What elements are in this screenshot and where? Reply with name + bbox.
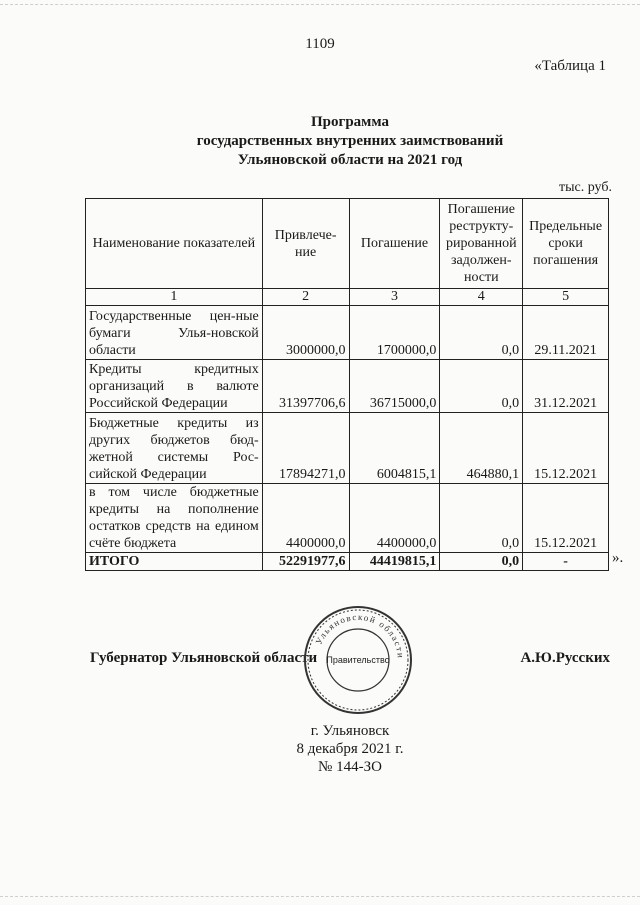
table-row	[86, 484, 609, 553]
governor-name: А.Ю.Русских	[520, 650, 610, 666]
page-number: 1109	[305, 36, 335, 52]
header-attraction: Привлече-ние	[262, 199, 349, 289]
title-line-1: Программа	[311, 114, 389, 130]
seal-center-text: Правительство	[326, 655, 390, 665]
borrowing-program-table	[85, 198, 609, 571]
title-line-2: государственных внутренних заимствований	[196, 133, 504, 149]
units-label: тыс. руб.	[559, 180, 612, 195]
column-number: 5	[523, 289, 609, 306]
official-seal-stamp	[302, 604, 414, 716]
row-name: в том числе бюджетные кредиты на пополнение остатков средств на едином счёте бюджета	[86, 484, 263, 553]
row-term: 31.12.2021	[523, 360, 609, 413]
column-number-row	[86, 289, 609, 306]
row-name: Государственные цен-ные бумаги Улья-новской области	[86, 306, 263, 360]
header-repayment: Погашение	[349, 199, 440, 289]
header-name: Наименование показателей	[86, 199, 263, 289]
total-repayment: 44419815,1	[349, 553, 440, 571]
row-attraction: 31397706,6	[262, 360, 349, 413]
governor-title: Губернатор Ульяновской области	[90, 650, 318, 666]
row-term: 29.11.2021	[523, 306, 609, 360]
row-name: Бюджетные кредиты из других бюджетов бюд-жетной системы Рос-сийской Федерации	[86, 413, 263, 484]
table-reference: «Таблица 1	[534, 58, 606, 74]
row-term: 15.12.2021	[523, 413, 609, 484]
row-repayment: 1700000,0	[349, 306, 440, 360]
footer-number: № 144-ЗО	[318, 759, 382, 775]
footer-city: г. Ульяновск	[310, 723, 390, 739]
row-restructured: 0,0	[440, 484, 523, 553]
scan-edge-top	[0, 4, 640, 5]
row-repayment: 6004815,1	[349, 413, 440, 484]
scan-edge-bottom	[0, 896, 640, 897]
row-name: Кредиты кредитных организаций в валюте Российской Федерации	[86, 360, 263, 413]
column-number: 4	[440, 289, 523, 306]
row-attraction: 4400000,0	[262, 484, 349, 553]
total-restructured: 0,0	[440, 553, 523, 571]
row-term: 15.12.2021	[523, 484, 609, 553]
row-repayment: 36715000,0	[349, 360, 440, 413]
column-number: 1	[86, 289, 263, 306]
row-restructured: 464880,1	[440, 413, 523, 484]
row-repayment: 4400000,0	[349, 484, 440, 553]
header-terms: Предельные сроки погашения	[523, 199, 609, 289]
table-row	[86, 413, 609, 484]
seal-ring-text: Ульяновской области	[313, 611, 407, 660]
total-label: ИТОГО	[86, 553, 263, 571]
total-row	[86, 553, 609, 571]
table-header-row	[86, 199, 609, 289]
table-row	[86, 360, 609, 413]
row-restructured: 0,0	[440, 306, 523, 360]
closing-quote: ».	[612, 550, 624, 566]
title-line-3: Ульяновской области на 2021 год	[237, 152, 463, 168]
row-attraction: 17894271,0	[262, 413, 349, 484]
header-restructured: Погашение реструкту-рированной задолжен-ности	[440, 199, 523, 289]
total-attraction: 52291977,6	[262, 553, 349, 571]
total-term: -	[523, 553, 609, 571]
footer-date: 8 декабря 2021 г.	[296, 741, 404, 757]
row-restructured: 0,0	[440, 360, 523, 413]
column-number: 3	[349, 289, 440, 306]
column-number: 2	[262, 289, 349, 306]
table-row	[86, 306, 609, 360]
row-attraction: 3000000,0	[262, 306, 349, 360]
